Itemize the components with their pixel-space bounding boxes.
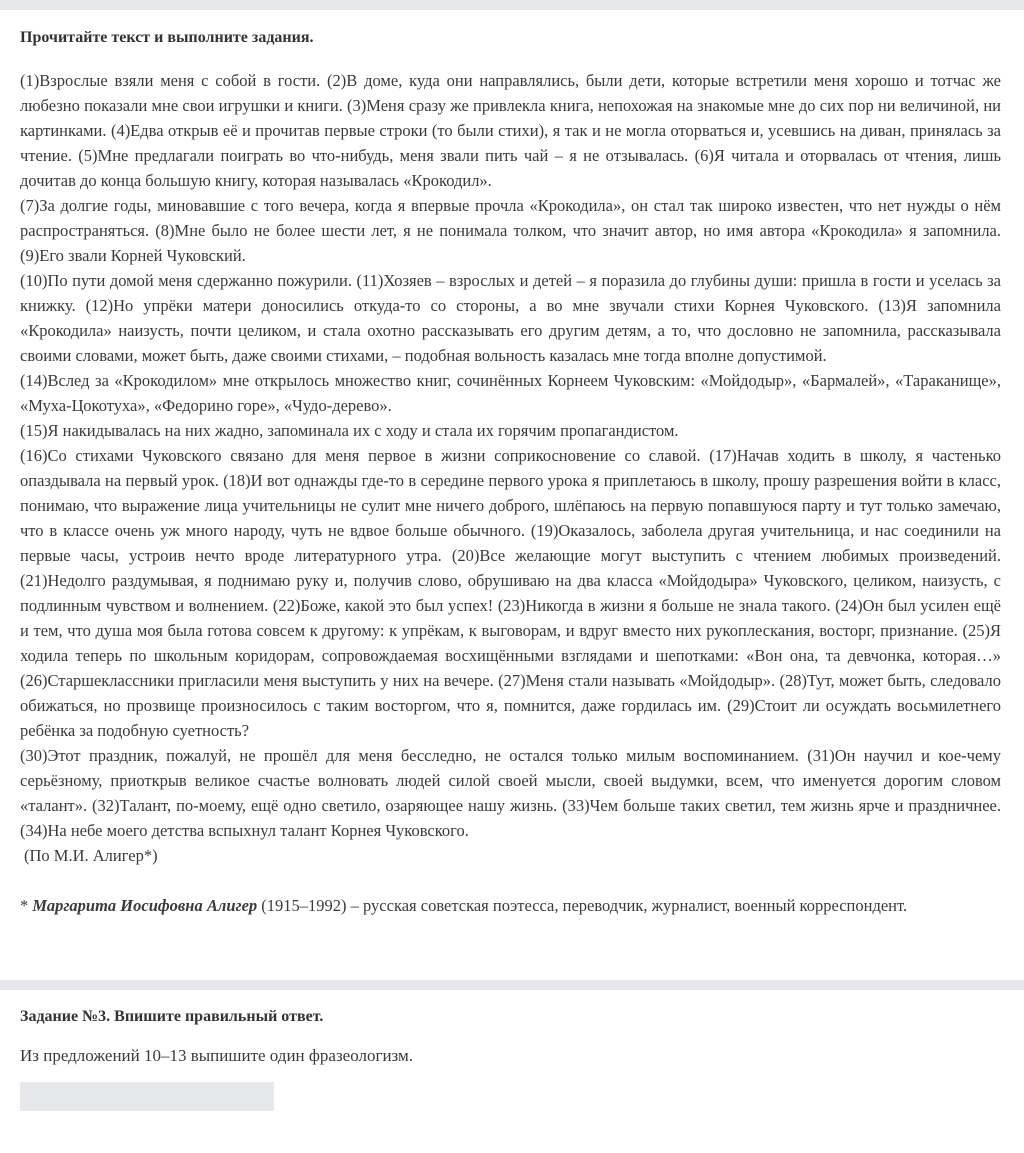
reading-instruction: Прочитайте текст и выполните задания. [20, 29, 314, 46]
paragraph-4: (14)Вслед за «Крокодилом» мне открылось множество книг, сочинённых Корнеем Чуковским: «Мойдодыр», «Бармалей», «Тараканище», «Муха-Цокотуха», «Федорино горе», «Чудо-дерево». [20, 371, 1001, 415]
paragraph-2: (7)За долгие годы, миновавшие с того вечера, когда я впервые прочла «Крокодила», он стал так широко известен, что нет нужды о нём распространяться. (8)Мне было не более шести лет, я не понимала толком, что значит автор, но имя автора «Крокодила» я запомнила. (9)Его звали Корней Чуковский. [20, 196, 1001, 265]
text-source: (По М.И. Алигер*) [24, 846, 158, 865]
paragraph-3: (10)По пути домой меня сдержанно пожурили. (11)Хозяев – взрослых и детей – я поразила до глубины души: пришла в гости и уселась за книжку. (12)Но упрёки матери доносились откуда-то со стороны, а во мне звучали стихи Корнея Чуковского. (13)Я запомнила «Крокодила» наизусть, почти целиком, и стала охотно рассказывать его другим детям, а то, что дословно не запомнила, рассказывала своими словами, может быть, даже своими стихами, – подобная вольность казалась мне тогда вполне допустимой. [20, 271, 1001, 365]
footnote-author-name: Маргарита Иосифовна Алигер [32, 896, 258, 915]
passage [20, 68, 1001, 868]
footnote-description: (1915–1992) – русская советская поэтесса, переводчик, журналист, военный корреспондент. [257, 896, 908, 915]
paragraph-7: (30)Этот праздник, пожалуй, не прошёл для меня бесследно, не остался только милым воспоминанием. (31)Он научил и кое-чему серьёзному, приоткрыв великое счастье волновать людей силой своей мысли, своей выдумки, всем, что именуется дорогим словом «талант». (32)Талант, по-моему, ещё одно светило, озаряющее нашу жизнь. (33)Чем больше таких светил, тем жизнь ярче и праздничнее. (34)На небе моего детства вспыхнул талант Корнея Чуковского. [20, 746, 1001, 840]
answer-input[interactable] [20, 1082, 274, 1111]
top-separator [0, 0, 1024, 10]
task-panel [20, 990, 1001, 1111]
paragraph-1: (1)Взрослые взяли меня с собой в гости. (2)В доме, куда они направлялись, были дети, которые встретили меня хорошо и тотчас же любезно показали мне свои игрушки и книги. (3)Меня сразу же привлекла книга, непохожая на знакомые мне до сих пор ни величиной, ни картинками. (4)Едва открыв её и прочитав первые строки (то были стихи), я так и не могла оторваться и, усевшись на диван, принялась за чтение. (5)Мне предлагали поиграть во что-нибудь, меня звали пить чай – я не отзывалась. (6)Я читала и оторвалась от чтения, лишь дочитав до конца большую книгу, которая называлась «Крокодил». [20, 71, 1001, 190]
task-question: Из предложений 10–13 выпишите один фразеологизм. [20, 1046, 414, 1065]
reading-text-panel [20, 10, 1001, 918]
section-divider [0, 980, 1024, 990]
paragraph-6: (16)Со стихами Чуковского связано для меня первое в жизни соприкосновение со славой. (17)Начав ходить в школу, я частенько опаздывала на первый урок. (18)И вот однажды где-то в середине первого урока я приплетаюсь в школу, прошу разрешения войти в класс, понимаю, что выражение лица учительницы не сулит мне ничего доброго, шлёпаюсь на первую попавшуюся парту и тут только замечаю, что в классе очень уж много народу, чуть не вдвое больше обычного. (19)Оказалось, заболела другая учительница, и нас соединили на первые часы, устроив нечто вроде литературного утра. (20)Все желающие могут выступить с чтением любимых произведений. (21)Недолго раздумывая, я поднимаю руку и, получив слово, обрушиваю на два класса «Мойдодыра» Чуковского, целиком, наизусть, с подлинным чувством и волнением. (22)Боже, какой это был успех! (23)Никогда в жизни я больше не знала такого. (24)Он был усилен ещё и тем, что душа моя была готова совсем к другому: к упрёкам, к выговорам, и вдруг вместо них рукоплескания, восторг, признание. (25)Я ходила теперь по школьным коридорам, сопровождаемая восхищёнными взглядами и шепотками: «Вон она, та девчонка, которая…» (26)Старшеклассники пригласили меня выступить у них на вечере. (27)Меня стали называть «Мойдодыр». (28)Тут, может быть, следовало обижаться, но прозвище произносилось с таким восторгом, что я, помнится, даже гордилась им. (29)Стоит ли осуждать восьмилетнего ребёнка за подобную суетность? [20, 446, 1001, 740]
author-footnote [20, 893, 1001, 918]
task-title: Задание №3. Впишите правильный ответ. [20, 1008, 324, 1025]
paragraph-5: (15)Я накидывалась на них жадно, запоминала их с ходу и стала их горячим пропагандистом. [20, 421, 679, 440]
footnote-marker: * [20, 896, 33, 915]
